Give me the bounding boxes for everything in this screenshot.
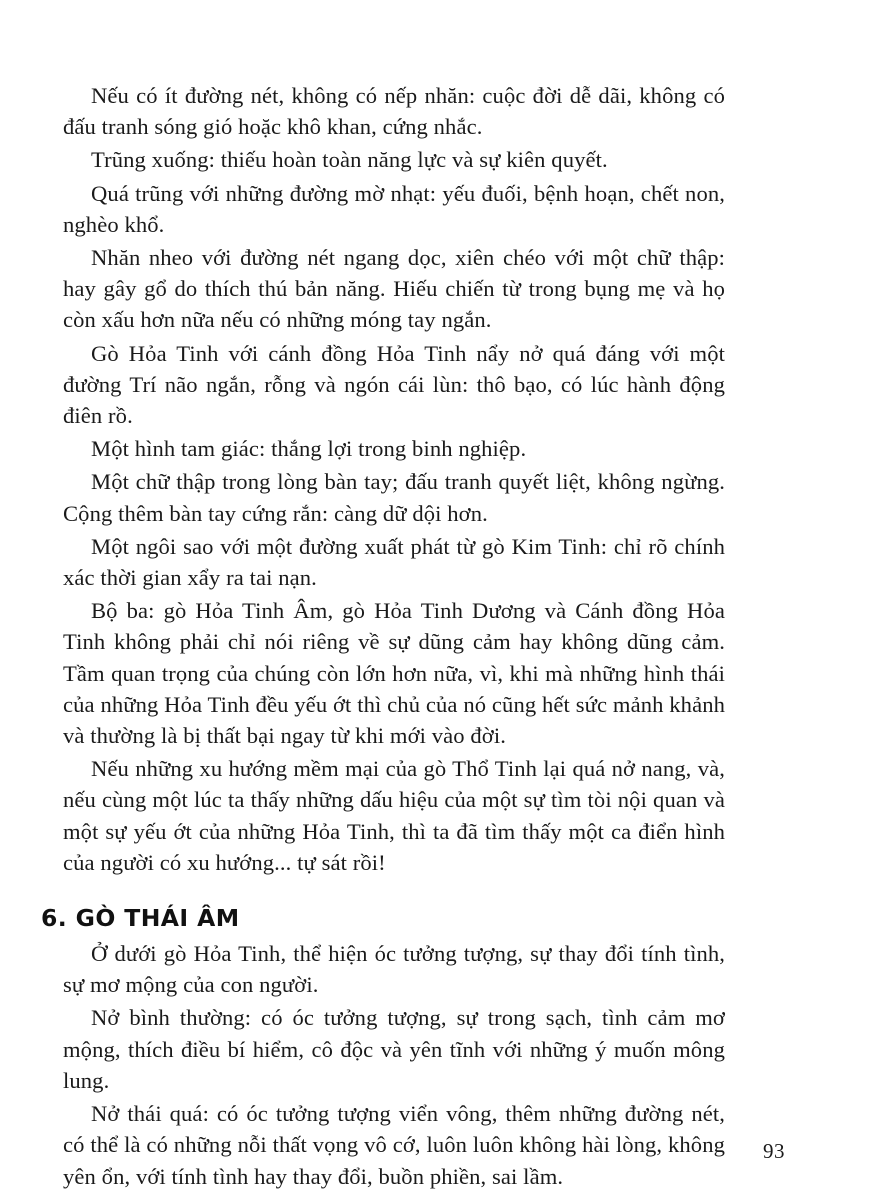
paragraph: Ở dưới gò Hỏa Tinh, thể hiện óc tưởng tượng, sự thay đổi tính tình, sự mơ mộng của con người. [63,941,725,998]
paragraph: Nhăn nheo với đường nét ngang dọc, xiên chéo với một chữ thập: hay gây gổ do thích thú bản năng. Hiếu chiến từ trong bụng mẹ và họ còn xấu hơn nữa nếu có những móng tay ngắn. [63,245,725,333]
paragraph: Một hình tam giác: thắng lợi trong binh nghiệp. [91,436,527,462]
page-number: 93 [763,1139,785,1163]
paragraph: Nếu có ít đường nét, không có nếp nhăn: cuộc đời dễ dãi, không có đấu tranh sóng gió hoặc khô khan, cứng nhắc. [63,83,725,140]
paragraph: Một ngôi sao với một đường xuất phát từ gò Kim Tinh: chỉ rõ chính xác thời gian xẩy ra tai nạn. [63,533,725,591]
paragraph: Trũng xuống: thiếu hoàn toàn năng lực và sự kiên quyết. [91,147,608,173]
paragraph: Một chữ thập trong lòng bàn tay; đấu tranh quyết liệt, không ngừng. Cộng thêm bàn tay cứng rắn: càng dữ dội hơn. [63,469,725,526]
paragraph: Gò Hỏa Tinh với cánh đồng Hỏa Tinh nẩy nở quá đáng với một đường Trí não ngắn, rỗng và ngón cái lùn: thô bạo, có lúc hành động điên rồ. [63,340,725,429]
section-heading: 6. GÒ THÁI ÂM [41,904,240,933]
paragraph: Nếu những xu hướng mềm mại của gò Thổ Tinh lại quá nở nang, và, nếu cùng một lúc ta thấy những dấu hiệu của một sự tìm tòi nội quan và một sự yếu ớt của những Hỏa Tinh, thì ta đã tìm thấy một ca điển hình của người có xu hướng... tự sát rồi! [63,756,725,875]
paragraph: Nở thái quá: có óc tưởng tượng viển vông, thêm những đường nét, có thể là có những nỗi thất vọng vô cớ, luôn luôn không hài lòng, không yên ổn, với tính tình hay thay đổi, buồn phiền, sai lầm. [63,1101,725,1189]
paragraph: Nở bình thường: có óc tưởng tượng, sự trong sạch, tình cảm mơ mộng, thích điều bí hiểm, cô độc và yên tĩnh với những ý muốn mông lung. [63,1005,725,1093]
text-column [41,80,725,1192]
paragraph: Quá trũng với những đường mờ nhạt: yếu đuối, bệnh hoạn, chết non, nghèo khổ. [63,180,725,237]
paragraph: Bộ ba: gò Hỏa Tinh Âm, gò Hỏa Tinh Dương và Cánh đồng Hỏa Tinh không phải chỉ nói riêng về sự dũng cảm hay không dũng cảm. Tầm quan trọng của chúng còn lớn hơn nữa, vì, khi mà những hình thái của những Hỏa Tinh đều yếu ớt thì chủ của nó cũng hết sức mảnh khảnh và thường là bị thất bại ngay từ khi mới vào đời. [63,598,725,749]
